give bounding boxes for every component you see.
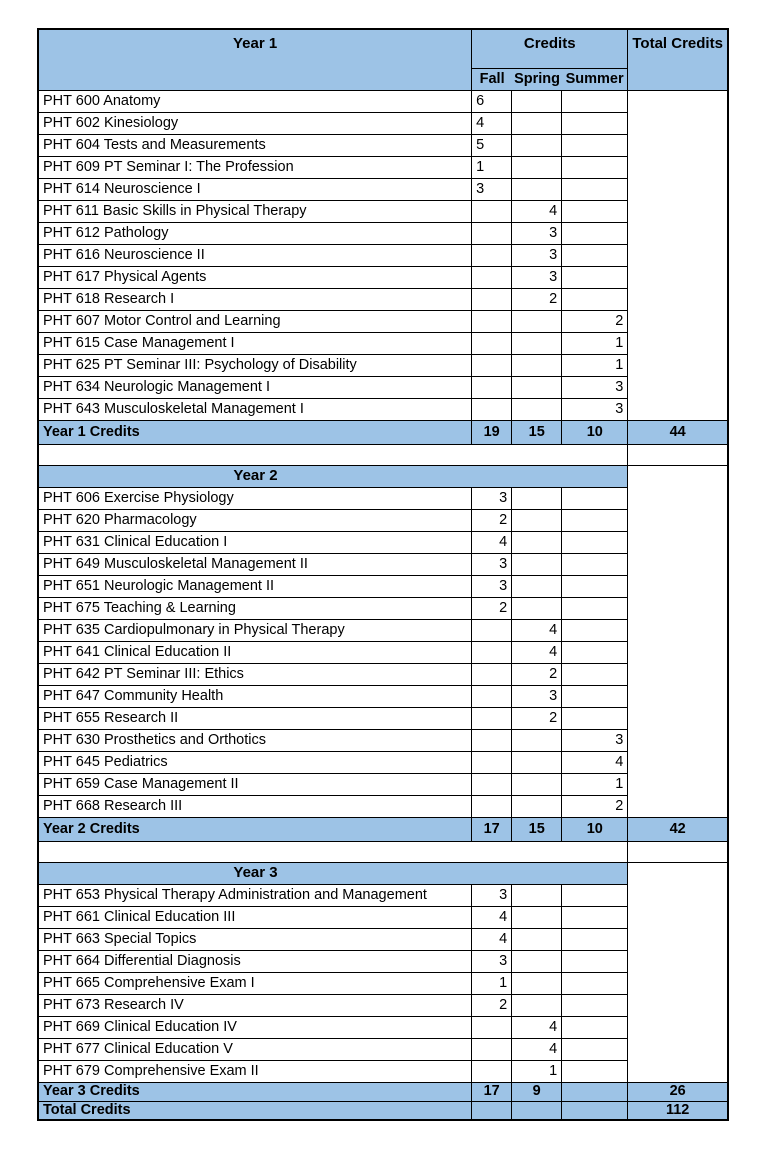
course-row — [38, 1038, 728, 1060]
course-name-cell: PHT 668 Research III — [38, 795, 472, 817]
spring-credit-cell: 4 — [512, 1016, 562, 1038]
fall-credit-cell — [472, 222, 512, 244]
summer-total-cell — [562, 1101, 628, 1120]
course-name-cell: PHT 616 Neuroscience II — [38, 244, 472, 266]
fall-credit-cell: 5 — [472, 134, 512, 156]
spring-credit-cell — [512, 310, 562, 332]
fall-total-cell: 17 — [472, 817, 512, 841]
gap-cell — [38, 444, 628, 465]
course-name-cell: PHT 665 Comprehensive Exam I — [38, 972, 472, 994]
grand-total-cell: 112 — [628, 1101, 728, 1120]
summer-credit-cell — [562, 906, 628, 928]
summer-credit-cell: 1 — [562, 354, 628, 376]
course-row — [38, 1060, 728, 1082]
fall-credit-cell: 4 — [472, 112, 512, 134]
spring-credit-cell: 3 — [512, 244, 562, 266]
spring-credit-cell — [512, 773, 562, 795]
spring-total-cell: 15 — [512, 420, 562, 444]
course-row — [38, 795, 728, 817]
gap-total-cell — [628, 444, 728, 465]
fall-total-cell: 19 — [472, 420, 512, 444]
summer-credit-cell — [562, 288, 628, 310]
curriculum-table — [37, 28, 729, 1121]
course-name-cell: PHT 614 Neuroscience I — [38, 178, 472, 200]
fall-credit-cell: 4 — [472, 928, 512, 950]
course-name-cell: PHT 620 Pharmacology — [38, 509, 472, 531]
summer-credit-cell — [562, 134, 628, 156]
course-row — [38, 222, 728, 244]
summer-credit-cell: 3 — [562, 376, 628, 398]
fall-header-label: Fall — [479, 70, 505, 87]
fall-credit-cell — [472, 310, 512, 332]
spring-credit-cell — [512, 178, 562, 200]
course-name-cell: PHT 661 Clinical Education III — [38, 906, 472, 928]
total-column-merged-cell — [628, 862, 728, 1082]
spring-credit-cell — [512, 531, 562, 553]
spring-credit-cell: 3 — [512, 685, 562, 707]
course-name-cell: PHT 609 PT Seminar I: The Profession — [38, 156, 472, 178]
spring-total-cell — [512, 1101, 562, 1120]
spring-credit-cell: 2 — [512, 288, 562, 310]
course-row — [38, 112, 728, 134]
summer-credit-cell — [562, 156, 628, 178]
course-row — [38, 972, 728, 994]
summer-credit-cell: 3 — [562, 398, 628, 420]
summer-credit-cell — [562, 950, 628, 972]
course-row — [38, 178, 728, 200]
summer-credit-cell — [562, 178, 628, 200]
course-name-cell: PHT 663 Special Topics — [38, 928, 472, 950]
spring-credit-cell — [512, 509, 562, 531]
course-name-cell: PHT 664 Differential Diagnosis — [38, 950, 472, 972]
year1-header-cell — [38, 29, 472, 90]
summer-credit-cell — [562, 597, 628, 619]
course-name-cell: PHT 647 Community Health — [38, 685, 472, 707]
fall-credit-cell: 3 — [472, 178, 512, 200]
fall-credit-cell — [472, 332, 512, 354]
course-name-cell: PHT 631 Clinical Education I — [38, 531, 472, 553]
course-name-cell: PHT 669 Clinical Education IV — [38, 1016, 472, 1038]
course-name-cell: PHT 649 Musculoskeletal Management II — [38, 553, 472, 575]
fall-credit-cell — [472, 1016, 512, 1038]
spring-credit-cell — [512, 90, 562, 112]
course-row — [38, 950, 728, 972]
section-header-row — [38, 862, 728, 884]
fall-credit-cell: 2 — [472, 509, 512, 531]
year-credits-row — [38, 1082, 728, 1101]
spring-header-label: Spring — [514, 70, 560, 87]
summer-total-cell — [562, 1082, 628, 1101]
fall-credit-cell — [472, 751, 512, 773]
spring-credit-cell — [512, 597, 562, 619]
course-row — [38, 156, 728, 178]
section-title: Year 3 — [233, 863, 278, 881]
spring-credit-cell: 2 — [512, 663, 562, 685]
course-row — [38, 200, 728, 222]
summer-credit-cell — [562, 222, 628, 244]
fall-credit-cell — [472, 619, 512, 641]
spring-credit-cell — [512, 487, 562, 509]
course-row — [38, 641, 728, 663]
course-row — [38, 597, 728, 619]
fall-credit-cell — [472, 795, 512, 817]
course-name-cell: PHT 653 Physical Therapy Administration and Management — [38, 884, 472, 906]
fall-credit-cell — [472, 354, 512, 376]
course-name-cell: PHT 604 Tests and Measurements — [38, 134, 472, 156]
spring-credit-cell: 4 — [512, 1038, 562, 1060]
spring-credit-cell — [512, 950, 562, 972]
summer-credit-cell — [562, 244, 628, 266]
summer-credit-cell — [562, 509, 628, 531]
summer-credit-cell — [562, 928, 628, 950]
fall-credit-cell: 3 — [472, 950, 512, 972]
course-row — [38, 134, 728, 156]
spring-credit-cell — [512, 398, 562, 420]
course-row — [38, 575, 728, 597]
spring-credit-cell — [512, 729, 562, 751]
course-row — [38, 751, 728, 773]
fall-credit-cell — [472, 1038, 512, 1060]
fall-credit-cell: 4 — [472, 906, 512, 928]
course-row — [38, 707, 728, 729]
terms-header-cell — [472, 68, 628, 90]
spring-credit-cell — [512, 332, 562, 354]
fall-credit-cell: 1 — [472, 156, 512, 178]
year-total-cell: 44 — [628, 420, 728, 444]
course-row — [38, 487, 728, 509]
summer-credit-cell — [562, 553, 628, 575]
course-name-cell: PHT 607 Motor Control and Learning — [38, 310, 472, 332]
summer-credit-cell: 2 — [562, 795, 628, 817]
fall-credit-cell — [472, 663, 512, 685]
total-column-merged-cell — [628, 465, 728, 817]
spring-credit-cell — [512, 112, 562, 134]
spring-credit-cell — [512, 751, 562, 773]
spring-credit-cell — [512, 906, 562, 928]
spring-credit-cell — [512, 575, 562, 597]
spring-credit-cell: 4 — [512, 641, 562, 663]
terms-header-group — [472, 71, 627, 87]
summer-credit-cell — [562, 707, 628, 729]
course-name-cell: PHT 615 Case Management I — [38, 332, 472, 354]
summer-credit-cell — [562, 994, 628, 1016]
section-header-row — [38, 465, 728, 487]
fall-credit-cell: 3 — [472, 575, 512, 597]
fall-credit-cell — [472, 685, 512, 707]
summer-header-label: Summer — [565, 70, 624, 87]
summer-credit-cell — [562, 112, 628, 134]
fall-credit-cell: 3 — [472, 553, 512, 575]
fall-credit-cell: 3 — [472, 884, 512, 906]
course-name-cell: PHT 635 Cardiopulmonary in Physical Therapy — [38, 619, 472, 641]
grand-total-label-cell: Total Credits — [38, 1101, 472, 1120]
course-name-cell: PHT 655 Research II — [38, 707, 472, 729]
fall-credit-cell: 1 — [472, 972, 512, 994]
course-row — [38, 906, 728, 928]
course-name-cell: PHT 643 Musculoskeletal Management I — [38, 398, 472, 420]
spring-credit-cell — [512, 994, 562, 1016]
course-name-cell: PHT 641 Clinical Education II — [38, 641, 472, 663]
course-row — [38, 663, 728, 685]
section-header-cell — [38, 465, 628, 487]
course-name-cell: PHT 612 Pathology — [38, 222, 472, 244]
grand-total-row — [38, 1101, 728, 1120]
fall-credit-cell — [472, 200, 512, 222]
course-row — [38, 729, 728, 751]
course-row — [38, 310, 728, 332]
course-name-cell: PHT 630 Prosthetics and Orthotics — [38, 729, 472, 751]
summer-credit-cell — [562, 200, 628, 222]
spring-credit-cell — [512, 928, 562, 950]
course-name-cell: PHT 602 Kinesiology — [38, 112, 472, 134]
course-name-cell: PHT 651 Neurologic Management II — [38, 575, 472, 597]
spring-credit-cell — [512, 972, 562, 994]
summer-credit-cell — [562, 619, 628, 641]
course-row — [38, 994, 728, 1016]
fall-credit-cell — [472, 244, 512, 266]
fall-credit-cell — [472, 707, 512, 729]
course-name-cell: PHT 675 Teaching & Learning — [38, 597, 472, 619]
course-row — [38, 553, 728, 575]
course-name-cell: PHT 679 Comprehensive Exam II — [38, 1060, 472, 1082]
fall-credit-cell — [472, 773, 512, 795]
spring-credit-cell: 3 — [512, 266, 562, 288]
summer-credit-cell: 4 — [562, 751, 628, 773]
course-row — [38, 928, 728, 950]
spring-credit-cell — [512, 553, 562, 575]
fall-credit-cell: 2 — [472, 597, 512, 619]
course-name-cell: PHT 634 Neurologic Management I — [38, 376, 472, 398]
fall-total-cell: 17 — [472, 1082, 512, 1101]
course-row — [38, 1016, 728, 1038]
fall-credit-cell: 2 — [472, 994, 512, 1016]
course-name-cell: PHT 645 Pediatrics — [38, 751, 472, 773]
summer-credit-cell — [562, 1060, 628, 1082]
course-name-cell: PHT 642 PT Seminar III: Ethics — [38, 663, 472, 685]
fall-credit-cell: 6 — [472, 90, 512, 112]
section-title: Year 2 — [233, 466, 278, 484]
year-credits-row — [38, 817, 728, 841]
summer-credit-cell: 1 — [562, 773, 628, 795]
fall-credit-cell — [472, 729, 512, 751]
course-row — [38, 244, 728, 266]
course-name-cell: PHT 673 Research IV — [38, 994, 472, 1016]
course-row — [38, 90, 728, 112]
total-column-merged-cell — [628, 90, 728, 420]
course-row — [38, 332, 728, 354]
summer-credit-cell — [562, 663, 628, 685]
spring-credit-cell — [512, 354, 562, 376]
summer-credit-cell — [562, 884, 628, 906]
spring-total-cell: 9 — [512, 1082, 562, 1101]
fall-credit-cell: 3 — [472, 487, 512, 509]
spring-credit-cell — [512, 795, 562, 817]
fall-total-cell — [472, 1101, 512, 1120]
summer-total-cell: 10 — [562, 420, 628, 444]
spring-credit-cell: 3 — [512, 222, 562, 244]
fall-credit-cell: 4 — [472, 531, 512, 553]
course-row — [38, 685, 728, 707]
spring-credit-cell — [512, 156, 562, 178]
gap-row — [38, 444, 728, 465]
fall-credit-cell — [472, 641, 512, 663]
fall-credit-cell — [472, 398, 512, 420]
year-total-cell: 26 — [628, 1082, 728, 1101]
summer-credit-cell — [562, 685, 628, 707]
section-header-cell — [38, 862, 628, 884]
course-row — [38, 288, 728, 310]
summer-credit-cell — [562, 641, 628, 663]
spring-credit-cell — [512, 884, 562, 906]
course-name-cell: PHT 659 Case Management II — [38, 773, 472, 795]
course-row — [38, 376, 728, 398]
course-name-cell: PHT 600 Anatomy — [38, 90, 472, 112]
total-credits-header-cell: Total Credits — [628, 29, 728, 90]
fall-credit-cell — [472, 288, 512, 310]
summer-credit-cell: 2 — [562, 310, 628, 332]
spring-total-cell: 15 — [512, 817, 562, 841]
course-row — [38, 398, 728, 420]
fall-credit-cell — [472, 266, 512, 288]
gap-row — [38, 841, 728, 862]
summer-credit-cell — [562, 487, 628, 509]
fall-credit-cell — [472, 1060, 512, 1082]
course-row — [38, 266, 728, 288]
course-name-cell: PHT 617 Physical Agents — [38, 266, 472, 288]
spring-credit-cell — [512, 134, 562, 156]
year-credits-label-cell: Year 1 Credits — [38, 420, 472, 444]
table-header-row — [38, 29, 728, 68]
summer-credit-cell — [562, 575, 628, 597]
summer-credit-cell: 1 — [562, 332, 628, 354]
course-name-cell: PHT 677 Clinical Education V — [38, 1038, 472, 1060]
course-name-cell: PHT 618 Research I — [38, 288, 472, 310]
summer-credit-cell — [562, 1038, 628, 1060]
year-total-cell: 42 — [628, 817, 728, 841]
summer-total-cell: 10 — [562, 817, 628, 841]
course-row — [38, 619, 728, 641]
course-name-cell: PHT 606 Exercise Physiology — [38, 487, 472, 509]
course-row — [38, 509, 728, 531]
gap-cell — [38, 841, 628, 862]
summer-credit-cell — [562, 1016, 628, 1038]
year1-header-label: Year 1 — [232, 35, 278, 52]
summer-credit-cell — [562, 90, 628, 112]
spring-credit-cell: 2 — [512, 707, 562, 729]
spring-credit-cell — [512, 376, 562, 398]
course-row — [38, 773, 728, 795]
course-name-cell: PHT 611 Basic Skills in Physical Therapy — [38, 200, 472, 222]
fall-credit-cell — [472, 376, 512, 398]
credits-header-cell: Credits — [472, 29, 628, 68]
gap-total-cell — [628, 841, 728, 862]
course-name-cell: PHT 625 PT Seminar III: Psychology of Disability — [38, 354, 472, 376]
course-row — [38, 354, 728, 376]
spring-credit-cell: 4 — [512, 619, 562, 641]
course-row — [38, 884, 728, 906]
summer-credit-cell: 3 — [562, 729, 628, 751]
spring-credit-cell: 1 — [512, 1060, 562, 1082]
summer-credit-cell — [562, 266, 628, 288]
course-row — [38, 531, 728, 553]
year-credits-label-cell: Year 3 Credits — [38, 1082, 472, 1101]
year-credits-row — [38, 420, 728, 444]
spring-credit-cell: 4 — [512, 200, 562, 222]
summer-credit-cell — [562, 531, 628, 553]
summer-credit-cell — [562, 972, 628, 994]
year-credits-label-cell: Year 2 Credits — [38, 817, 472, 841]
